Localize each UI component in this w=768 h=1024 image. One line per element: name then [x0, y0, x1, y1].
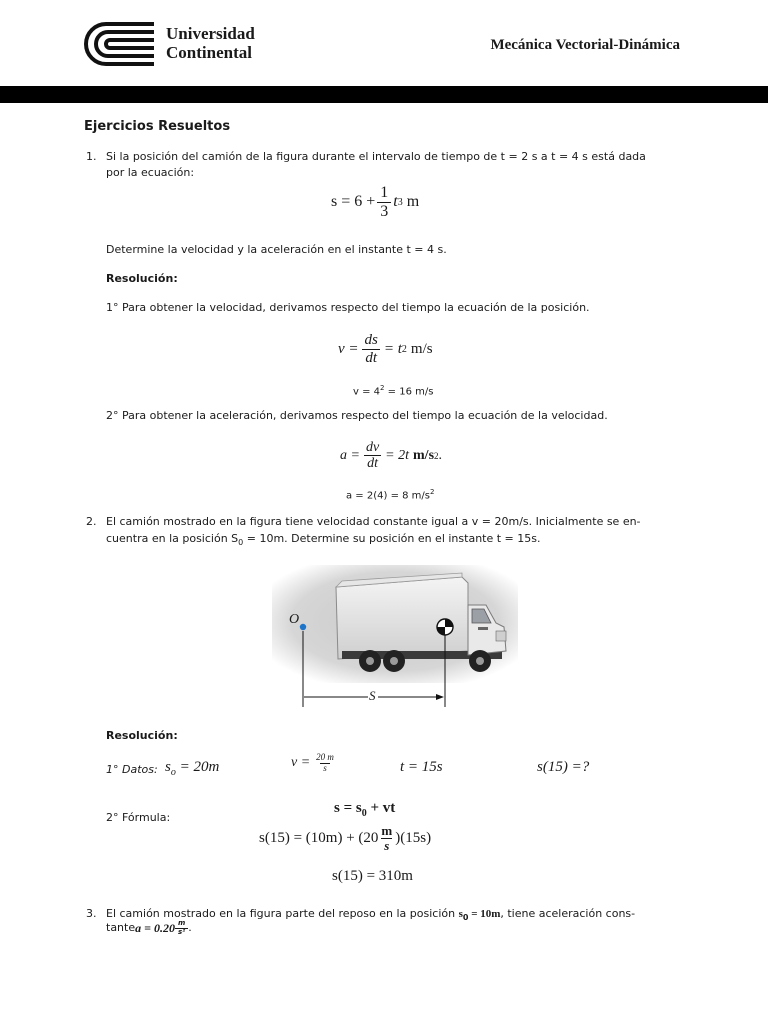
ex1-position-equation [331, 184, 419, 220]
eq-a-end: . [438, 447, 443, 463]
ex1-resolution-label: Resolución: [106, 272, 178, 285]
calc-pre: s(15) = (10m) + (20 [259, 830, 379, 847]
ex3-line1-pre: El camión mostrado en la figura parte del reposo en la posición [106, 907, 459, 920]
ex3-accel-fraction [175, 920, 188, 936]
ex2-dato-v [291, 753, 337, 774]
ex3-line1-post: , tiene aceleración cons- [500, 907, 636, 920]
dato-s0-post: = 20m [175, 759, 220, 775]
ex3-accel-num: m [177, 919, 186, 927]
v-result-post: = 16 m/s [384, 386, 434, 398]
eq-s-lhs: s = 6 + [331, 193, 376, 211]
formula-main: s = s [334, 800, 362, 816]
header-bar [0, 86, 768, 103]
calc-den: s [381, 838, 392, 853]
ex3-statement-line2 [106, 920, 192, 936]
ex2-resolution-label: Resolución: [106, 729, 178, 742]
university-name [166, 24, 255, 62]
calc-num: m [381, 823, 393, 838]
dato-s0-sub: o [170, 767, 176, 778]
university-name-line2: Continental [166, 43, 252, 62]
ex2-dato-s15: s(15) =? [537, 759, 590, 775]
eq-a-rhs: = 2t [385, 447, 410, 463]
ex1-statement-line2: por la ecuación: [106, 166, 195, 179]
v-result-pre: v = 4 [353, 386, 381, 398]
ex1-number: 1. [86, 150, 97, 163]
formula-post: + vt [366, 800, 396, 816]
ex2-formula-label: 2° Fórmula: [106, 811, 171, 824]
ex3-line2-post: . [188, 921, 192, 935]
ex3-accel-den: s² [175, 928, 188, 937]
eq-s-fraction [377, 184, 391, 220]
truck-illustration [272, 565, 518, 711]
dato-v-den: s [320, 763, 330, 774]
eq-v-fraction [362, 332, 381, 366]
ex1-velocity-result [353, 380, 433, 400]
ex3-s0-value: = 10m [468, 908, 501, 920]
figure-distance-label: S [369, 688, 376, 703]
eq-v-unit: m/s [410, 340, 433, 357]
ex3-accel: a = 0.20 [135, 921, 175, 936]
ex1-acceleration-result [346, 484, 434, 504]
eq-a-num: dv [365, 440, 380, 455]
eq-a-unit: m/s [413, 447, 435, 463]
ex1-acceleration-equation [340, 440, 442, 472]
ex1-step2: 2° Para obtener la aceleración, derivamos respecto del tiempo la ecuación de la velocidad. [106, 409, 608, 422]
a-result-exp: 2 [430, 488, 435, 496]
continental-logo-icon [84, 20, 156, 68]
ex3-s0: s [458, 908, 463, 920]
university-name-line1: Universidad [166, 24, 255, 43]
ex1-step1: 1° Para obtener la velocidad, derivamos respecto del tiempo la ecuación de la posición. [106, 301, 590, 314]
eq-v-exp: 2 [401, 343, 407, 355]
eq-v-num: ds [364, 332, 378, 348]
ex2-statement-line2 [106, 531, 541, 551]
dato-v-fraction [313, 753, 337, 774]
ex2-line2-post: = 10m. Determine su posición en el instante t = 15s. [243, 532, 541, 545]
ex2-statement-line1: El camión mostrado en la figura tiene velocidad constante igual a v = 20m/s. Inicialmente se en- [106, 515, 641, 528]
center-of-mass-icon [437, 619, 453, 635]
ex2-line2-pre: cuentra en la posición S [106, 532, 239, 545]
eq-a-lhs: a = [340, 447, 360, 463]
dato-s0-pre: s [165, 759, 171, 775]
ex3-line2-pre: tante [106, 921, 136, 935]
ex1-statement-line1: Si la posición del camión de la figura durante el intervalo de tiempo de t = 2 s a t = 4 s está dada [106, 150, 646, 163]
calc-fraction [378, 824, 395, 854]
calc-post: )(15s) [395, 830, 432, 847]
eq-v-den: dt [362, 349, 380, 367]
eq-a-fraction [363, 440, 382, 472]
dato-v-num: 20 m [316, 752, 334, 762]
eq-v-lhs: v = [338, 340, 359, 357]
section-title: Ejercicios Resueltos [84, 119, 231, 134]
a-result-pre: a = 2(4) = 8 m/s [346, 490, 430, 502]
formula-sub: 0 [361, 808, 367, 819]
figure-origin-label: O [289, 612, 300, 627]
eq-v-rhs: = t [383, 340, 402, 357]
ex1-question: Determine la velocidad y la aceleración en el instante t = 4 s. [106, 243, 447, 256]
origin-point-icon [300, 624, 306, 630]
ex2-line2-sub: 0 [238, 538, 244, 548]
eq-s-num: 1 [380, 184, 389, 201]
dato-v-lhs: v = [291, 755, 311, 771]
eq-s-exp: 3 [397, 196, 403, 208]
course-title: Mecánica Vectorial-Dinámica [490, 37, 680, 53]
eq-a-exp: 2 [434, 450, 439, 461]
eq-s-unit: m [406, 193, 420, 211]
ex2-number: 2. [86, 515, 97, 528]
ex2-calculation [259, 824, 431, 854]
ex3-number: 3. [86, 907, 97, 920]
eq-s-den: 3 [377, 202, 391, 221]
ex2-datos-label: 1° Datos: [106, 763, 158, 776]
university-logo [84, 20, 156, 68]
ex2-dato-s0 [165, 759, 219, 778]
eq-a-den: dt [364, 455, 381, 471]
eq-s-var: t [393, 193, 398, 211]
ex2-result: s(15) = 310m [332, 868, 413, 884]
truck-figure [272, 565, 518, 711]
v-result-exp: 2 [380, 384, 385, 392]
ex2-dato-t: t = 15s [400, 759, 443, 775]
ex1-velocity-equation [338, 332, 433, 366]
ex2-formula [334, 800, 395, 819]
ex3-s0-sub: 0 [462, 913, 469, 923]
